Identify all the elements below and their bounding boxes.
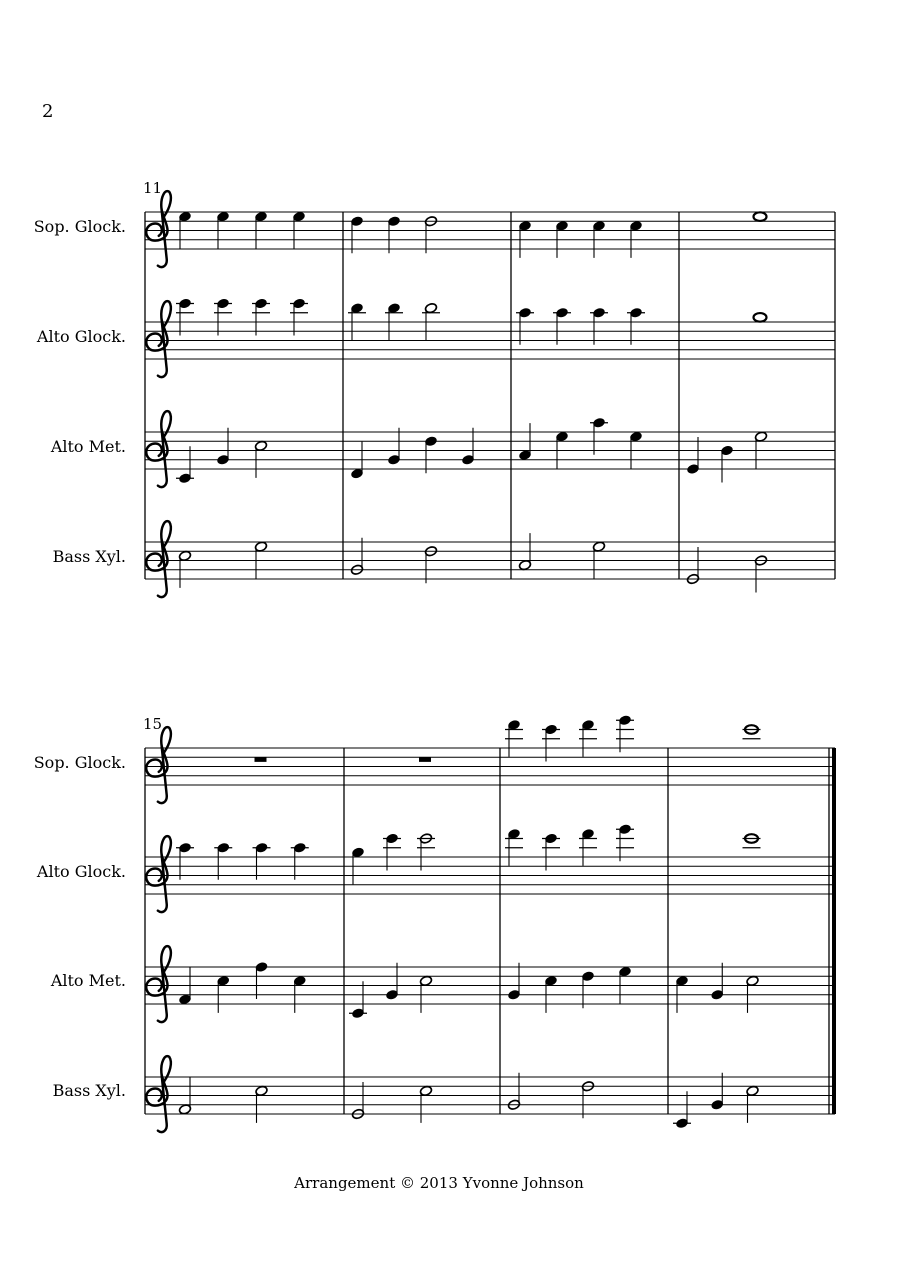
instrument-name: Alto Met. bbox=[50, 971, 126, 990]
final-barline bbox=[832, 748, 836, 1114]
instrument-name: Alto Met. bbox=[50, 437, 126, 456]
instrument-name: Alto Glock. bbox=[36, 327, 126, 346]
note-head-whole bbox=[754, 313, 767, 322]
page-number: 2 bbox=[42, 101, 54, 122]
treble-clef bbox=[146, 946, 171, 1022]
treble-clef bbox=[146, 727, 171, 803]
measure-number: 15 bbox=[143, 715, 163, 733]
treble-clef bbox=[146, 836, 171, 912]
note-head-whole bbox=[754, 212, 767, 221]
measure-number: 11 bbox=[143, 179, 163, 197]
instrument-name: Alto Glock. bbox=[36, 862, 126, 881]
instrument-name: Bass Xyl. bbox=[52, 1081, 126, 1100]
treble-clef bbox=[146, 301, 171, 377]
copyright-footer: Arrangement © 2013 Yvonne Johnson bbox=[294, 1174, 584, 1192]
instrument-name: Sop. Glock. bbox=[33, 217, 126, 236]
treble-clef bbox=[146, 411, 171, 487]
instrument-name: Sop. Glock. bbox=[33, 753, 126, 772]
treble-clef bbox=[146, 1056, 171, 1132]
treble-clef bbox=[146, 521, 171, 597]
instrument-name: Bass Xyl. bbox=[52, 547, 126, 566]
whole-rest bbox=[255, 757, 267, 762]
treble-clef bbox=[146, 191, 171, 267]
whole-rest bbox=[419, 757, 431, 762]
